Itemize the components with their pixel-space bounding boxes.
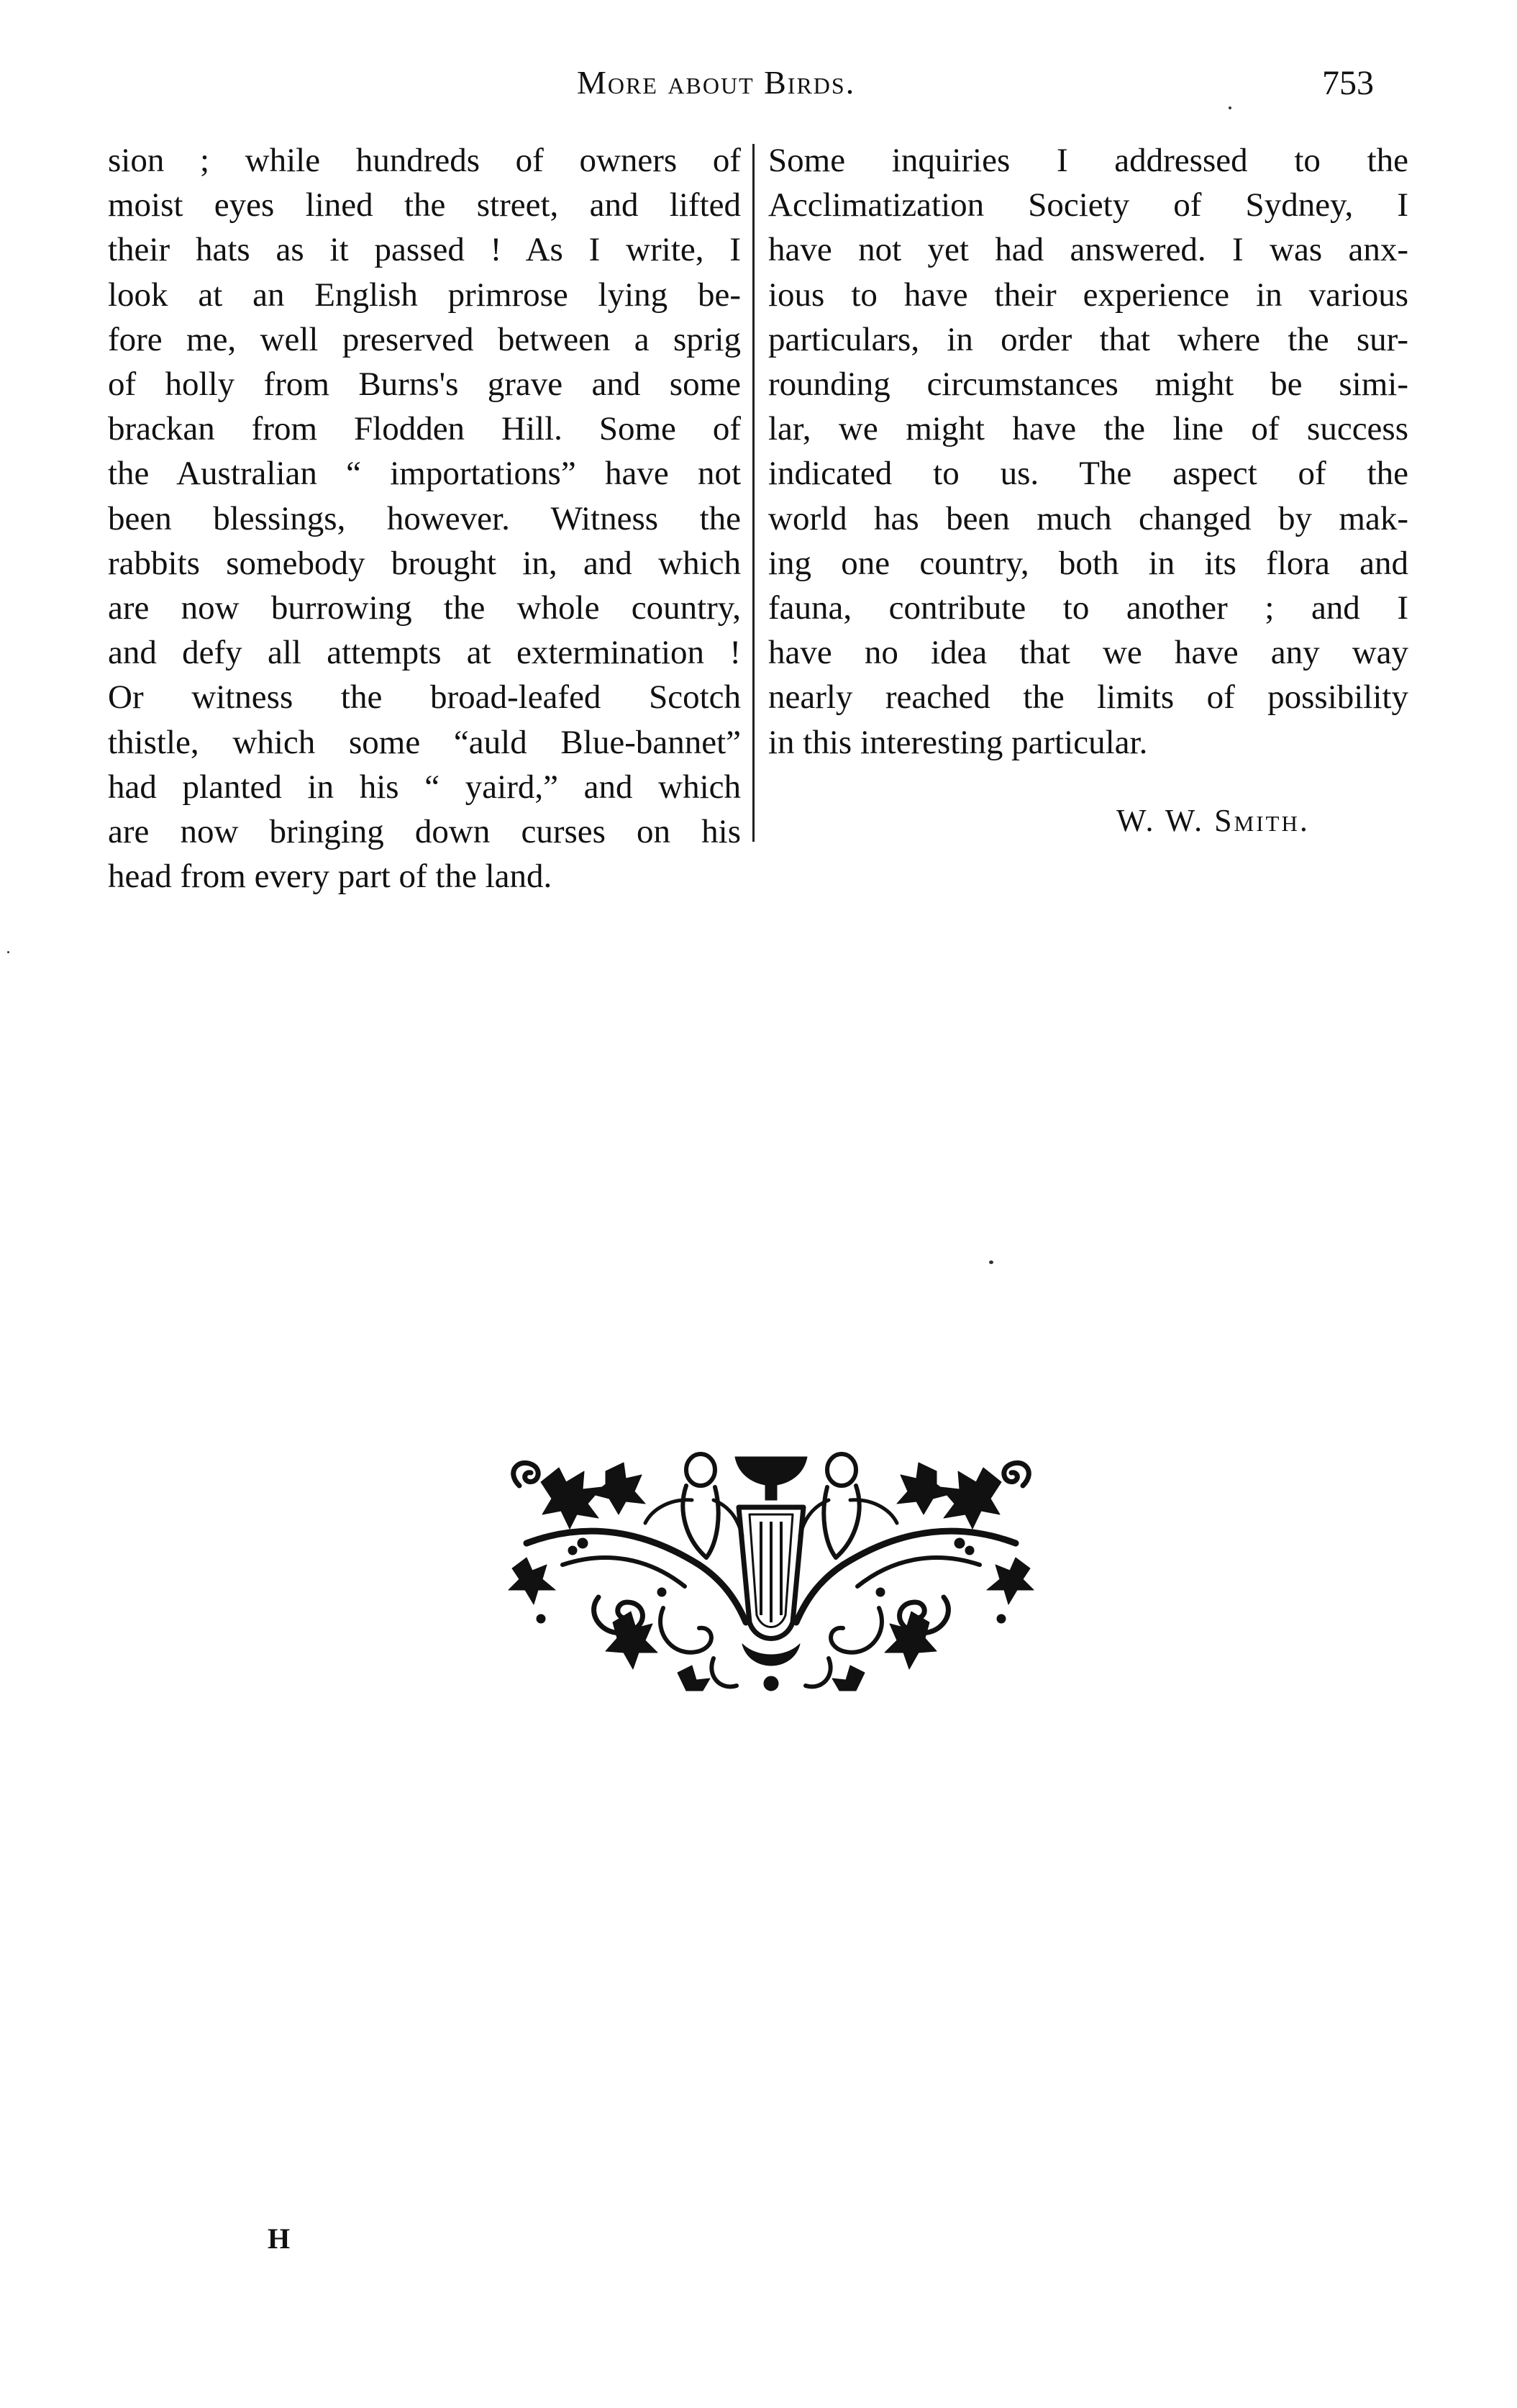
text-line: the Australian “ importations” have not <box>108 455 741 493</box>
text-line: been blessings, however. Witness the <box>108 499 741 537</box>
text-line: ious to have their experience in various <box>768 276 1408 314</box>
running-title: More about Birds. <box>577 64 856 101</box>
text-line: moist eyes lined the street, and lifted <box>108 186 741 224</box>
text-line: Acclimatization Society of Sydney, I <box>768 186 1408 224</box>
text-line: are now bringing down curses on his <box>108 813 741 851</box>
column-divider <box>752 144 755 842</box>
text-line: look at an English primrose lying be- <box>108 276 741 314</box>
text-line: sion ; while hundreds of owners of <box>108 142 741 179</box>
page-number: 753 <box>1322 64 1374 102</box>
text-line: of holly from Burns's grave and some <box>108 365 741 404</box>
text-line: indicated to us. The aspect of the <box>768 455 1408 493</box>
text-line: lar, we might have the line of success <box>768 410 1408 448</box>
running-head <box>0 63 1517 114</box>
text-line: ing one country, both in its flora and <box>768 544 1408 582</box>
right-column <box>768 138 1408 765</box>
text-line: Some inquiries I addressed to the <box>768 142 1408 179</box>
text-line: had planted in his “ yaird,” and which <box>108 768 741 806</box>
left-column <box>108 138 741 899</box>
text-line: and defy all attempts at extermination ! <box>108 634 741 672</box>
text-line: fauna, contribute to another ; and I <box>768 589 1408 627</box>
text-line: nearly reached the limits of possibility <box>768 678 1408 717</box>
text-line: have no idea that we have any way <box>768 634 1408 672</box>
text-line: brackan from Flodden Hill. Some of <box>108 410 741 448</box>
text-line: particulars, in order that where the sur- <box>768 320 1408 358</box>
printer-signature-mark: H <box>268 2222 291 2255</box>
text-line: rabbits somebody brought in, and which <box>108 544 741 582</box>
text-line: thistle, which some “auld Blue-bannet” <box>108 723 741 761</box>
decorative-tailpiece-icon <box>498 1442 1044 1701</box>
scan-speck <box>7 951 9 953</box>
text-line: have not yet had answered. I was anx- <box>768 231 1408 269</box>
text-line: are now burrowing the whole country, <box>108 589 741 627</box>
author-signature: W. W. Smith. <box>1116 803 1310 838</box>
scan-speck <box>1229 106 1231 109</box>
text-line: head from every part of the land. <box>108 858 552 896</box>
text-line: rounding circumstances might be simi- <box>768 365 1408 404</box>
text-line: fore me, well preserved between a sprig <box>108 320 741 358</box>
text-line: in this interesting particular. <box>768 723 1148 761</box>
text-line: Or witness the broad-leafed Scotch <box>108 678 741 717</box>
scan-speck <box>989 1260 993 1264</box>
text-line: their hats as it passed ! As I write, I <box>108 231 741 269</box>
text-line: world has been much changed by mak- <box>768 499 1408 537</box>
